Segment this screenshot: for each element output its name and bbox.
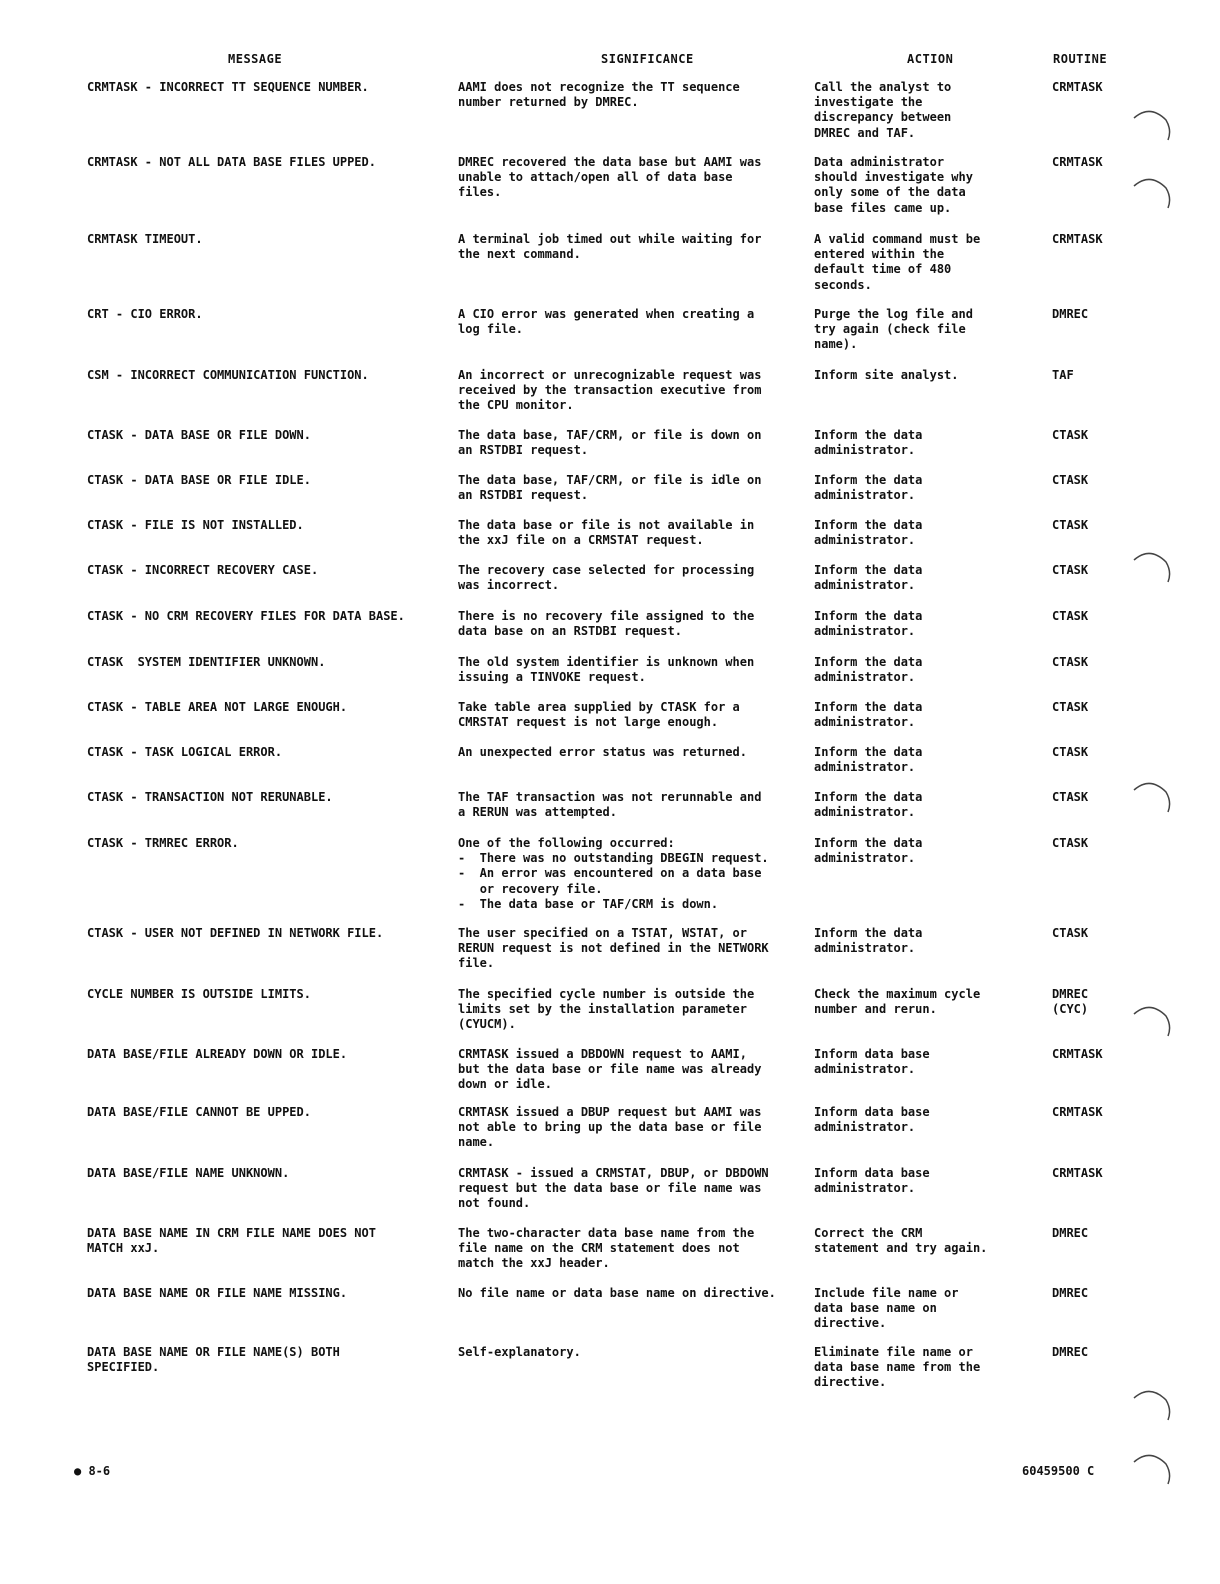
binder-hole-mark — [1128, 544, 1172, 588]
binder-hole-mark — [1128, 102, 1172, 146]
message-cell: CRMTASK TIMEOUT. — [87, 232, 203, 246]
message-cell: CTASK - USER NOT DEFINED IN NETWORK FILE. — [87, 926, 384, 940]
routine-cell: TAF — [1052, 368, 1074, 382]
page-number: ● 8-6 — [74, 1464, 111, 1478]
message-cell: DATA BASE NAME IN CRM FILE NAME DOES NOT MATCH xxJ. — [87, 1226, 376, 1256]
action-cell: Correct the CRM statement and try again. — [814, 1226, 988, 1256]
significance-cell: CRMTASK issued a DBDOWN request to AAMI, but the data base or file name was already down or idle. — [458, 1047, 762, 1092]
routine-cell: CTASK — [1052, 700, 1089, 714]
message-cell: CTASK - TABLE AREA NOT LARGE ENOUGH. — [87, 700, 348, 714]
action-cell: Inform the data administrator. — [814, 700, 923, 730]
routine-cell: CTASK — [1052, 563, 1089, 577]
action-cell: Call the analyst to investigate the discrepancy between DMREC and TAF. — [814, 80, 952, 140]
routine-cell: CTASK — [1052, 745, 1089, 759]
significance-cell: The user specified on a TSTAT, WSTAT, or RERUN request is not defined in the NETWORK file. — [458, 926, 769, 971]
message-cell: CTASK - NO CRM RECOVERY FILES FOR DATA BASE. — [87, 609, 405, 623]
binder-hole-mark — [1128, 170, 1172, 214]
action-cell: Data administrator should investigate why only some of the data base files came up. — [814, 155, 973, 215]
action-cell: Inform site analyst. — [814, 368, 959, 382]
routine-cell: CRMTASK — [1052, 1047, 1103, 1061]
column-header-routine: ROUTINE — [1053, 52, 1108, 66]
message-cell: CTASK - TRMREC ERROR. — [87, 836, 239, 850]
significance-cell: No file name or data base name on directive. — [458, 1286, 776, 1300]
message-cell: DATA BASE/FILE CANNOT BE UPPED. — [87, 1105, 311, 1119]
routine-cell: CTASK — [1052, 428, 1089, 442]
message-cell: DATA BASE/FILE NAME UNKNOWN. — [87, 1166, 290, 1180]
routine-cell: CTASK — [1052, 790, 1089, 804]
action-cell: Inform the data administrator. — [814, 518, 923, 548]
significance-cell: An incorrect or unrecognizable request was received by the transaction executive from the CPU monitor. — [458, 368, 762, 413]
routine-cell: CRMTASK — [1052, 1105, 1103, 1119]
binder-hole-mark — [1128, 1446, 1172, 1490]
significance-cell: The data base or file is not available in the xxJ file on a CRMSTAT request. — [458, 518, 755, 548]
routine-cell: CTASK — [1052, 926, 1089, 940]
action-cell: Inform the data administrator. — [814, 473, 923, 503]
action-cell: Inform data base administrator. — [814, 1047, 930, 1077]
significance-cell: A CIO error was generated when creating a log file. — [458, 307, 755, 337]
routine-cell: DMREC (CYC) — [1052, 987, 1089, 1017]
significance-cell: A terminal job timed out while waiting for the next command. — [458, 232, 762, 262]
routine-cell: CRMTASK — [1052, 80, 1103, 94]
message-cell: CRMTASK - NOT ALL DATA BASE FILES UPPED. — [87, 155, 376, 169]
routine-cell: CTASK — [1052, 473, 1089, 487]
significance-cell: The two-character data base name from the file name on the CRM statement does not match the xxJ header. — [458, 1226, 755, 1271]
message-cell: CTASK - DATA BASE OR FILE DOWN. — [87, 428, 311, 442]
message-cell: DATA BASE NAME OR FILE NAME(S) BOTH SPECIFIED. — [87, 1345, 340, 1375]
action-cell: Inform the data administrator. — [814, 655, 923, 685]
action-cell: Inform the data administrator. — [814, 790, 923, 820]
message-cell: CTASK - TASK LOGICAL ERROR. — [87, 745, 283, 759]
message-cell: CTASK SYSTEM IDENTIFIER UNKNOWN. — [87, 655, 326, 669]
significance-cell: Self-explanatory. — [458, 1345, 581, 1359]
significance-cell: One of the following occurred: - There was no outstanding DBEGIN request. - An error was encountered on a data base or recovery file. - The data base or TAF/CRM is down. — [458, 836, 769, 911]
significance-cell: CRMTASK issued a DBUP request but AAMI was not able to bring up the data base or file name. — [458, 1105, 762, 1150]
message-cell: CTASK - FILE IS NOT INSTALLED. — [87, 518, 304, 532]
column-header-significance: SIGNIFICANCE — [601, 52, 694, 66]
action-cell: Inform the data administrator. — [814, 563, 923, 593]
routine-cell: CTASK — [1052, 836, 1089, 850]
action-cell: Inform the data administrator. — [814, 609, 923, 639]
routine-cell: CRMTASK — [1052, 1166, 1103, 1180]
significance-cell: CRMTASK - issued a CRMSTAT, DBUP, or DBDOWN request but the data base or file name was not found. — [458, 1166, 769, 1211]
action-cell: Inform the data administrator. — [814, 745, 923, 775]
message-cell: CTASK - TRANSACTION NOT RERUNABLE. — [87, 790, 333, 804]
message-cell: CRT - CIO ERROR. — [87, 307, 203, 321]
binder-hole-mark — [1128, 774, 1172, 818]
column-header-message: MESSAGE — [228, 52, 283, 66]
action-cell: Check the maximum cycle number and rerun. — [814, 987, 981, 1017]
action-cell: Inform data base administrator. — [814, 1166, 930, 1196]
action-cell: Inform the data administrator. — [814, 926, 923, 956]
routine-cell: CTASK — [1052, 609, 1089, 623]
message-cell: CYCLE NUMBER IS OUTSIDE LIMITS. — [87, 987, 311, 1001]
routine-cell: CTASK — [1052, 518, 1089, 532]
binder-hole-mark — [1128, 1382, 1172, 1426]
action-cell: Eliminate file name or data base name from the directive. — [814, 1345, 981, 1390]
significance-cell: Take table area supplied by CTASK for a CMRSTAT request is not large enough. — [458, 700, 740, 730]
routine-cell: CRMTASK — [1052, 155, 1103, 169]
significance-cell: The data base, TAF/CRM, or file is idle on an RSTDBI request. — [458, 473, 762, 503]
significance-cell: The specified cycle number is outside the limits set by the installation parameter (CYUCM). — [458, 987, 755, 1032]
routine-cell: DMREC — [1052, 1345, 1089, 1359]
column-header-action: ACTION — [907, 52, 954, 66]
significance-cell: An unexpected error status was returned. — [458, 745, 747, 759]
message-cell: DATA BASE/FILE ALREADY DOWN OR IDLE. — [87, 1047, 348, 1061]
message-cell: CTASK - INCORRECT RECOVERY CASE. — [87, 563, 319, 577]
message-cell: CRMTASK - INCORRECT TT SEQUENCE NUMBER. — [87, 80, 369, 94]
routine-cell: DMREC — [1052, 307, 1089, 321]
routine-cell: DMREC — [1052, 1226, 1089, 1240]
document-number: 60459500 C — [1022, 1464, 1095, 1478]
significance-cell: The old system identifier is unknown when issuing a TINVOKE request. — [458, 655, 755, 685]
message-cell: DATA BASE NAME OR FILE NAME MISSING. — [87, 1286, 348, 1300]
significance-cell: AAMI does not recognize the TT sequence number returned by DMREC. — [458, 80, 740, 110]
action-cell: Inform the data administrator. — [814, 428, 923, 458]
action-cell: Inform the data administrator. — [814, 836, 923, 866]
significance-cell: The recovery case selected for processing was incorrect. — [458, 563, 755, 593]
binder-hole-mark — [1128, 998, 1172, 1042]
message-cell: CTASK - DATA BASE OR FILE IDLE. — [87, 473, 311, 487]
action-cell: Purge the log file and try again (check file name). — [814, 307, 973, 352]
routine-cell: CRMTASK — [1052, 232, 1103, 246]
significance-cell: There is no recovery file assigned to the data base on an RSTDBI request. — [458, 609, 755, 639]
significance-cell: The data base, TAF/CRM, or file is down on an RSTDBI request. — [458, 428, 762, 458]
significance-cell: The TAF transaction was not rerunnable and a RERUN was attempted. — [458, 790, 762, 820]
action-cell: Include file name or data base name on directive. — [814, 1286, 959, 1331]
action-cell: A valid command must be entered within the default time of 480 seconds. — [814, 232, 981, 292]
message-cell: CSM - INCORRECT COMMUNICATION FUNCTION. — [87, 368, 369, 382]
routine-cell: DMREC — [1052, 1286, 1089, 1300]
action-cell: Inform data base administrator. — [814, 1105, 930, 1135]
significance-cell: DMREC recovered the data base but AAMI was unable to attach/open all of data base files. — [458, 155, 762, 200]
routine-cell: CTASK — [1052, 655, 1089, 669]
